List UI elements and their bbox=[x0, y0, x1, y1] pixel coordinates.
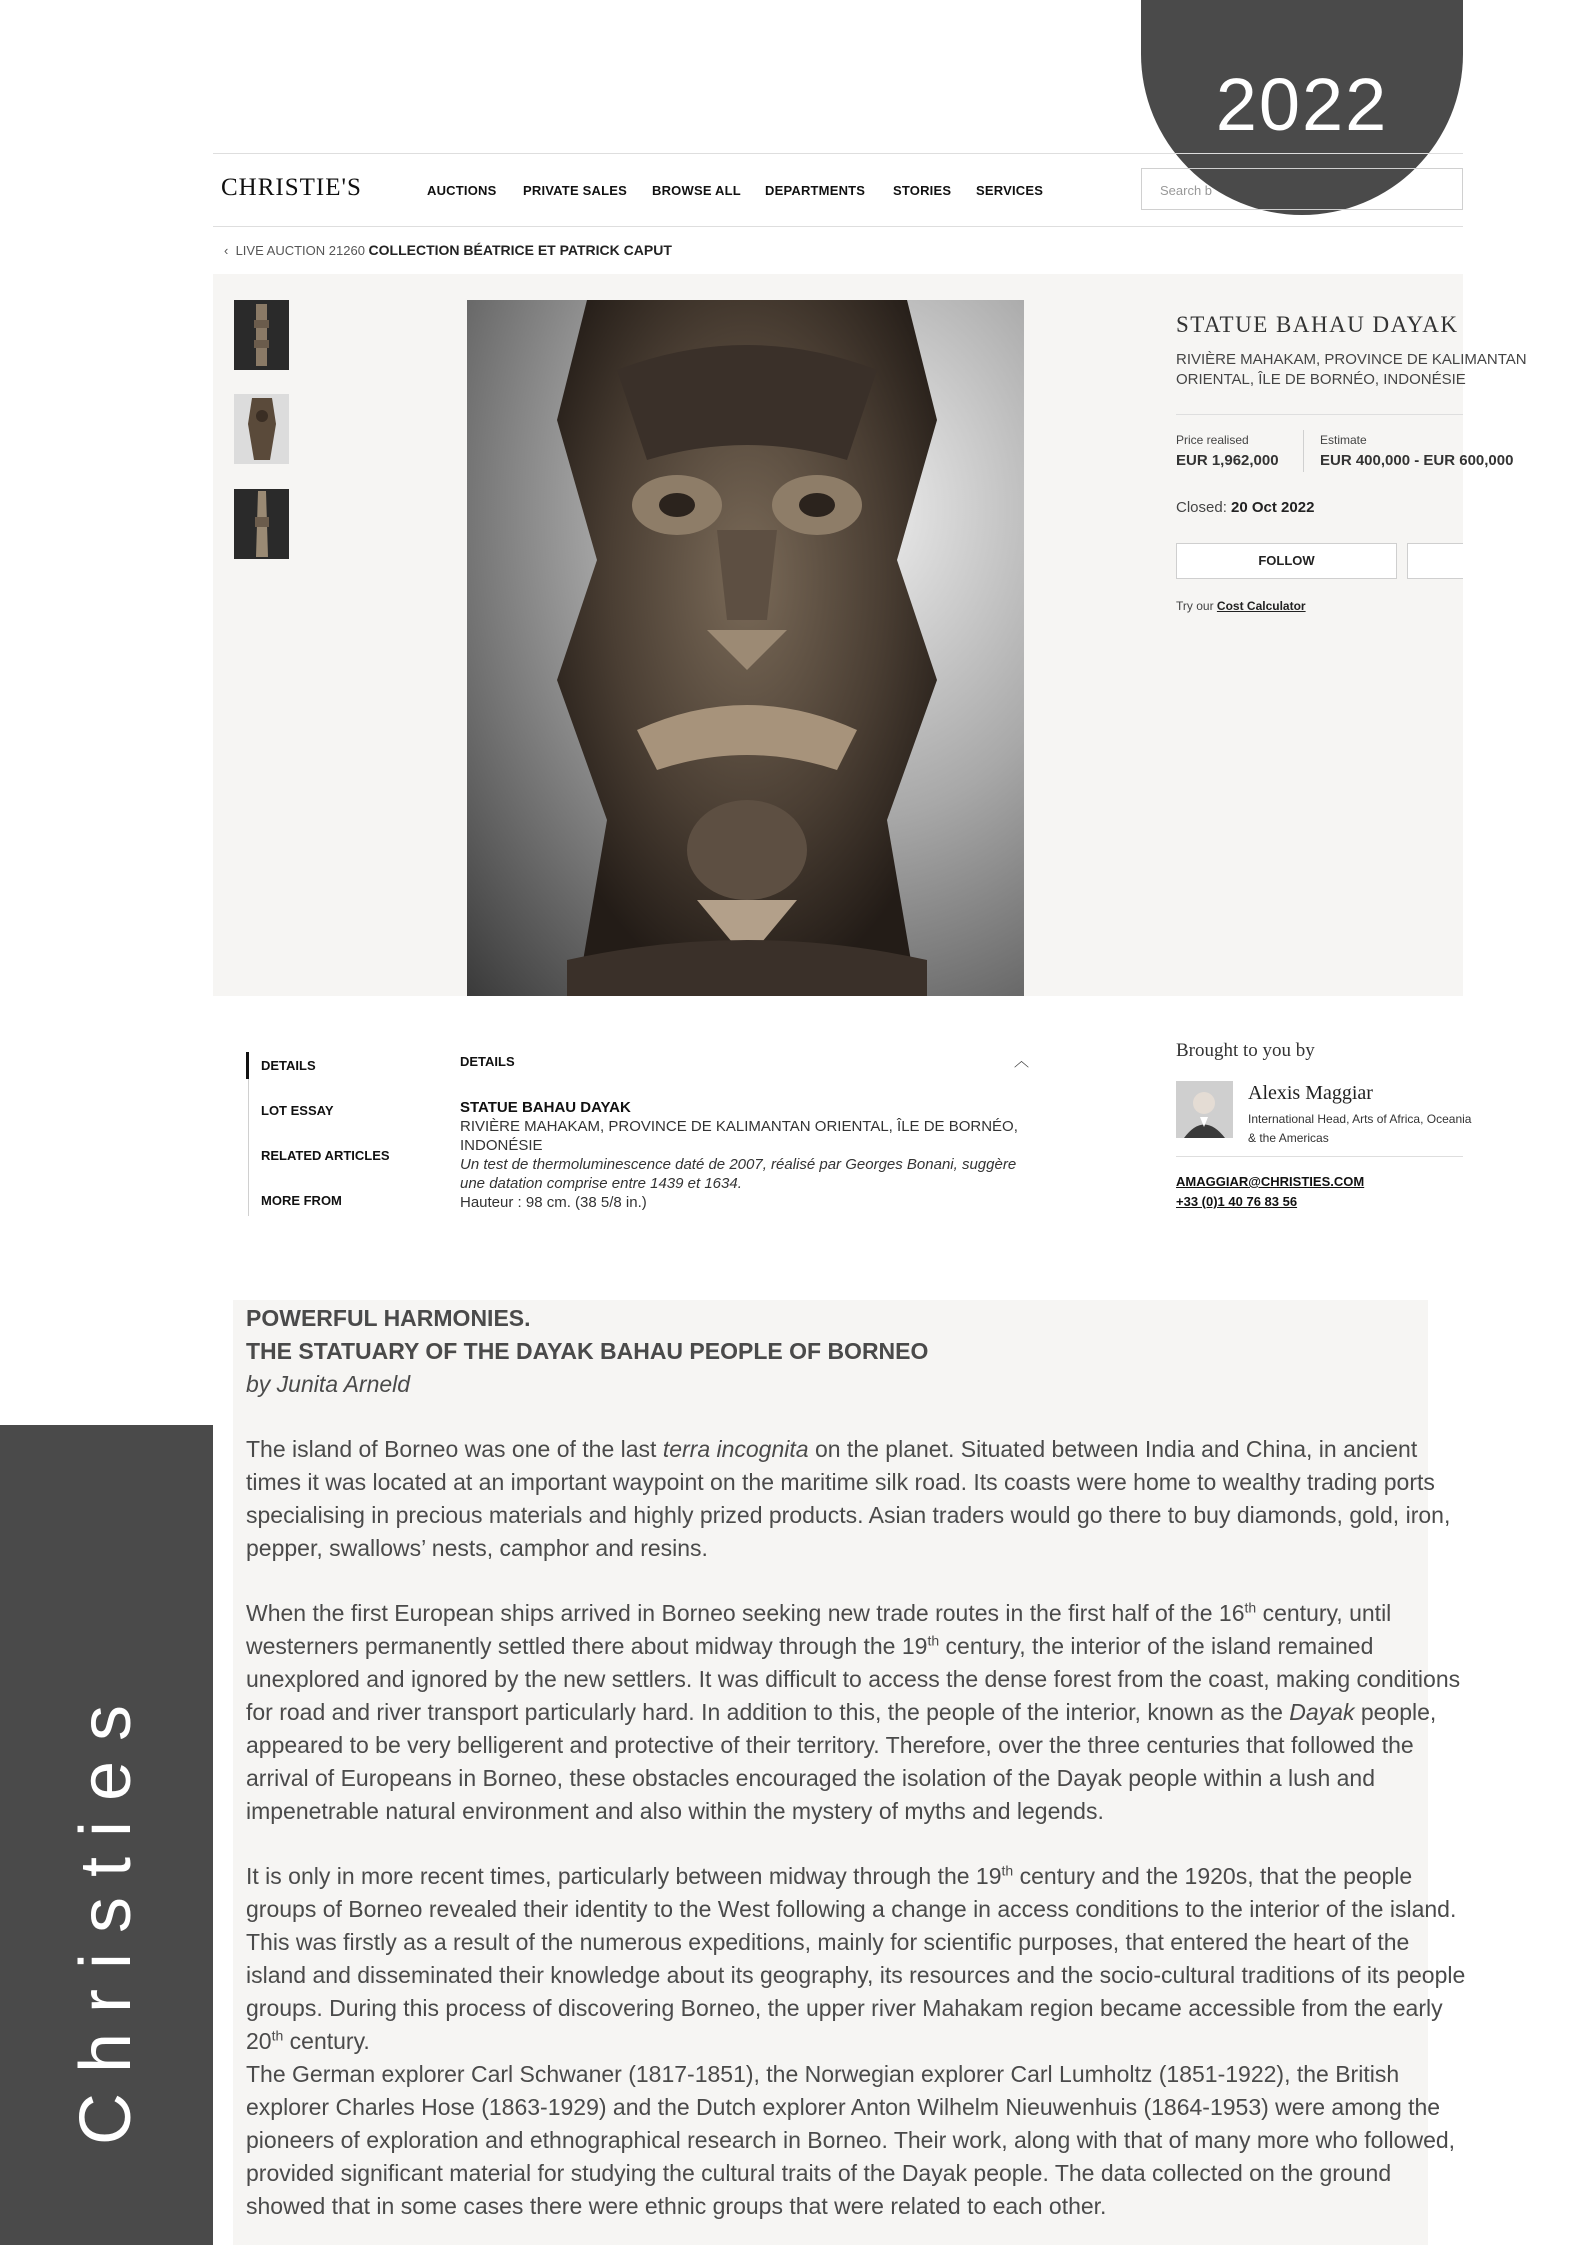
estimate-clip bbox=[1320, 452, 1514, 469]
details-height: Hauteur : 98 cm. (38 5/8 in.) bbox=[460, 1194, 647, 1211]
brand-vertical-label: Christies bbox=[66, 1684, 146, 2146]
lot-essay-panel bbox=[233, 1300, 1466, 2245]
specialist-name: Alexis Maggiar bbox=[1248, 1082, 1373, 1104]
price-value: EUR 1,962,000 bbox=[1176, 452, 1279, 469]
essay-text: people, appeared to be very belligerent and protective of their territory. Therefore, over the three centuries that followed the arrival of Europeans in Borneo, these obstacles encouraged the isolation of the Dayak people within a lush and impenetrable natural environment and also within the mystery of myths and legends. bbox=[246, 1699, 1437, 1824]
lot-subtitle bbox=[1176, 350, 1527, 390]
nav-divider bbox=[213, 226, 1463, 227]
follow-button[interactable]: FOLLOW bbox=[1176, 543, 1397, 579]
essay-heading-1: POWERFUL HARMONIES. bbox=[246, 1305, 531, 1331]
details-heading[interactable]: DETAILS bbox=[460, 1054, 515, 1069]
tab-details[interactable]: DETAILS bbox=[261, 1058, 316, 1073]
thumbnail-1[interactable] bbox=[234, 300, 289, 370]
superscript: th bbox=[271, 2027, 284, 2044]
lot-title: STATUE BAHAU DAYAK bbox=[1176, 312, 1459, 337]
nav-browse-all[interactable]: BROWSE ALL bbox=[652, 183, 741, 198]
specialist-heading: Brought to you by bbox=[1176, 1040, 1315, 1061]
essay-italic: terra incognita bbox=[662, 1436, 809, 1462]
superscript: th bbox=[927, 1632, 940, 1649]
essay-heading-2: THE STATUARY OF THE DAYAK BAHAU PEOPLE OF BORNEO bbox=[246, 1338, 929, 1364]
essay-text: It is only in more recent times, particularly between midway through the 19 bbox=[246, 1863, 1002, 1889]
estimate-value: EUR 400,000 - EUR 600,000 bbox=[1320, 452, 1514, 469]
year-label: 2022 bbox=[1215, 63, 1389, 146]
essay-italic: Dayak bbox=[1289, 1699, 1355, 1725]
essay-text: century and the 1920s, that the people groups of Borneo revealed their identity to the West following a change in access conditions to the interior of the island. This was firstly as a result of the numerous expeditions, mainly for scientific purposes, that entered the heart of the island and disseminated their knowledge about its geography, its resources and the socio-cultural traditions of its people groups. During this process of discovering Borneo, the upper river Mahakam region became accessible from the early 20 bbox=[246, 1863, 1466, 2054]
nav-stories[interactable]: STORIES bbox=[893, 183, 952, 198]
active-tab-indicator bbox=[246, 1052, 249, 1079]
specialist-divider bbox=[1176, 1156, 1463, 1157]
closed-label: Closed: bbox=[1176, 499, 1227, 516]
nav-departments[interactable]: DEPARTMENTS bbox=[765, 183, 866, 198]
price-divider bbox=[1303, 430, 1304, 472]
essay-paragraph-1 bbox=[246, 1433, 1466, 1565]
superscript: th bbox=[1001, 1862, 1014, 1879]
specialist-email[interactable]: AMAGGIAR@CHRISTIES.COM bbox=[1176, 1174, 1365, 1189]
tab-lot-essay[interactable]: LOT ESSAY bbox=[261, 1103, 334, 1118]
essay-text: When the first European ships arrived in Borneo seeking new trade routes in the first half of the 16 bbox=[246, 1600, 1245, 1626]
superscript: th bbox=[1244, 1599, 1257, 1616]
thumbnail-2[interactable] bbox=[234, 394, 289, 464]
breadcrumb[interactable] bbox=[224, 242, 672, 258]
essay-text: century, the interior of the island remained unexplored and ignored by the new settlers. It was difficult to access the dense forest from the coast, making conditions for road and river transport particularly hard. In addition to this, the people of the interior, known as the bbox=[246, 1633, 1461, 1725]
nav-private-sales[interactable]: PRIVATE SALES bbox=[523, 183, 627, 198]
details-body bbox=[460, 1098, 1020, 1212]
top-divider bbox=[213, 153, 1463, 154]
cost-calculator-line bbox=[1176, 599, 1306, 613]
essay-byline: by Junita Arneld bbox=[246, 1371, 411, 1397]
title-divider bbox=[1176, 414, 1463, 415]
left-nav-rule bbox=[248, 1079, 249, 1216]
details-name: STATUE BAHAU DAYAK bbox=[460, 1099, 631, 1116]
essay-text: The island of Borneo was one of the last bbox=[246, 1436, 663, 1462]
specialist-role bbox=[1248, 1110, 1472, 1148]
essay-paragraph-3 bbox=[246, 1860, 1466, 2058]
lot-subtitle-line-1: RIVIÈRE MAHAKAM, PROVINCE DE KALIMANTAN bbox=[1176, 351, 1527, 368]
essay-text: on the planet. Situated between India and China, in ancient times it was located at an important waypoint on the maritime silk road. Its coasts were home to wealthy trading ports specialising in precious materials and highly prized products. Asian traders would go there to buy diamonds, gold, iron, pepper, swallows’ nests, camphor and resins. bbox=[246, 1436, 1451, 1561]
tab-more-from[interactable]: MORE FROM bbox=[261, 1193, 342, 1208]
nav-auctions[interactable]: AUCTIONS bbox=[427, 183, 497, 198]
specialist-role-line-2: & the Americas bbox=[1248, 1131, 1329, 1145]
closed-date bbox=[1176, 499, 1314, 516]
chevron-left-icon: ‹ bbox=[224, 243, 229, 258]
thumbnail-3[interactable] bbox=[234, 489, 289, 559]
essay-text: century. bbox=[283, 2028, 370, 2054]
price-label: Price realised bbox=[1176, 433, 1249, 447]
nav-services[interactable]: SERVICES bbox=[976, 183, 1044, 198]
calc-prefix: Try our bbox=[1176, 599, 1214, 613]
details-origin: RIVIÈRE MAHAKAM, PROVINCE DE KALIMANTAN ORIENTAL, ÎLE DE BORNÉO, INDONÉSIE bbox=[460, 1118, 1018, 1154]
search-input[interactable]: Search b bbox=[1141, 168, 1463, 210]
details-note: Un test de thermoluminescence daté de 2007, réalisé par Georges Bonani, suggère une datation comprise entre 1439 et 1634. bbox=[460, 1156, 1017, 1192]
specialist-phone[interactable]: +33 (0)1 40 76 83 56 bbox=[1176, 1194, 1298, 1209]
breadcrumb-prefix: LIVE AUCTION 21260 bbox=[235, 243, 365, 258]
lot-main-image[interactable] bbox=[467, 300, 1024, 996]
christies-logo[interactable]: CHRISTIE'S bbox=[221, 174, 362, 201]
lot-essay bbox=[246, 1302, 1466, 2223]
lot-subtitle-line-2: ORIENTAL, ÎLE DE BORNÉO, INDONÉSIE bbox=[1176, 371, 1466, 388]
secondary-button[interactable] bbox=[1407, 543, 1463, 579]
breadcrumb-title: COLLECTION BÉATRICE ET PATRICK CAPUT bbox=[368, 242, 672, 258]
brand-side-bar bbox=[0, 1425, 213, 2245]
chevron-up-icon[interactable]: ︿ bbox=[1014, 1053, 1030, 1070]
essay-paragraph-4: The German explorer Carl Schwaner (1817-1851), the Norwegian explorer Carl Lumholtz (1851-1922), the British explorer Charles Hose (1863-1929) and the Dutch explorer Anton Wilhelm Nieuwenhuis (1864-1953) were among the pioneers of exploration and ethnographical research in Borneo. Their work, along with that of many more who followed, provided significant material for studying the cultural traits of the Dayak people. The data collected on the ground showed that in some cases there were ethnic groups that were related to each other. bbox=[246, 2061, 1456, 2219]
cost-calculator-link[interactable]: Cost Calculator bbox=[1216, 599, 1306, 613]
estimate-label: Estimate bbox=[1320, 433, 1367, 447]
tab-related-articles[interactable]: RELATED ARTICLES bbox=[261, 1148, 390, 1163]
specialist-avatar bbox=[1176, 1081, 1233, 1138]
essay-text: century, until westerners permanently settled there about midway through the 19 bbox=[246, 1600, 1392, 1659]
essay-paragraph-2 bbox=[246, 1597, 1466, 1828]
specialist-role-line-1: International Head, Arts of Africa, Oceania bbox=[1248, 1112, 1472, 1126]
closed-value: 20 Oct 2022 bbox=[1231, 499, 1315, 516]
